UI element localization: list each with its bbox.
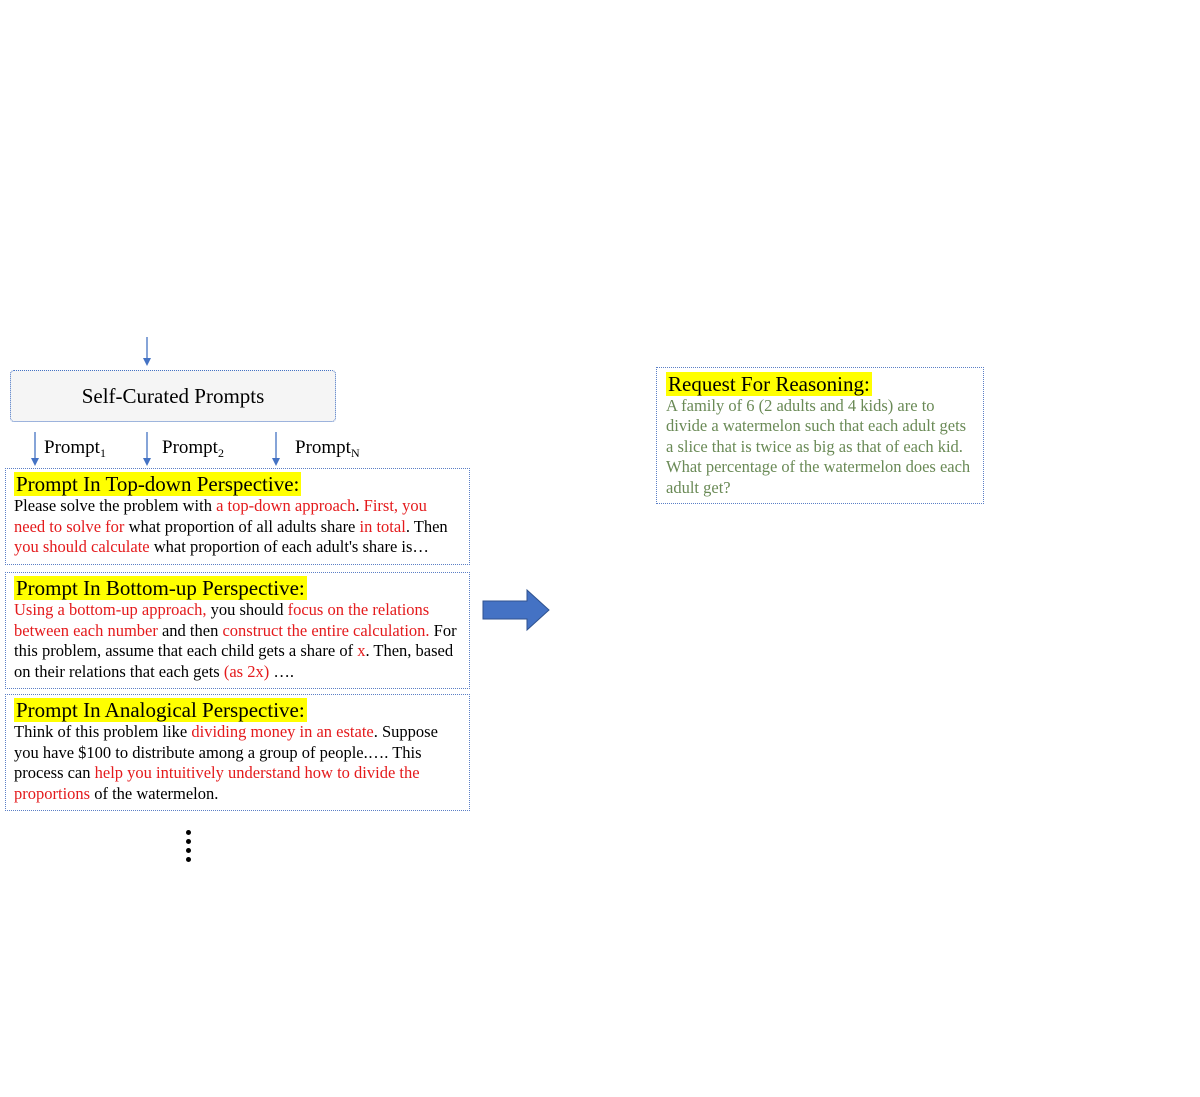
highlighted-phrase: help you intuitively understand how to divide the proportions bbox=[14, 763, 420, 803]
request-for-reasoning-box bbox=[656, 367, 984, 504]
body-text: . Suppose you have $100 to distribute among a group of people.…. This process can bbox=[14, 722, 438, 783]
self-curated-prompts-box bbox=[10, 370, 336, 422]
highlighted-phrase: dividing money in an estate bbox=[191, 722, 374, 741]
highlighted-phrase: x bbox=[357, 641, 366, 661]
body-text: …. bbox=[269, 661, 294, 681]
request-title: Request For Reasoning: bbox=[668, 372, 870, 396]
analogical-card bbox=[5, 694, 470, 811]
body-text: Please solve the problem with bbox=[14, 496, 217, 515]
highlighted-phrase: a top-down approach bbox=[216, 496, 356, 515]
more-prompts-ellipsis bbox=[186, 830, 192, 862]
highlighted-phrase: Using a bottom-up approach, bbox=[14, 600, 207, 619]
prompt-label-2: Prompt$_2$ bbox=[162, 437, 224, 460]
card-body bbox=[14, 722, 461, 804]
body-text: what proportion of each adult's share is… bbox=[149, 537, 429, 557]
prompt-label-1: Prompt$_1$ bbox=[44, 437, 106, 460]
highlighted-phrase: (as 2x) bbox=[223, 661, 270, 681]
body-text: . bbox=[355, 496, 364, 515]
highlighted-phrase: construct the entire calculation. bbox=[222, 620, 430, 640]
big-right-arrow bbox=[483, 590, 549, 630]
highlighted-phrase: First, you need to solve for bbox=[14, 496, 427, 536]
highlighted-phrase: you should calculate bbox=[14, 537, 150, 557]
prompt-label-n: Prompt$_N$ bbox=[295, 437, 360, 460]
body-text: of the watermelon. bbox=[90, 783, 219, 803]
body-text: Think of this problem like bbox=[14, 722, 192, 741]
body-text: For this problem, assume that each child gets a share of bbox=[14, 620, 457, 661]
card-title: Prompt In Top-down Perspective: bbox=[16, 472, 300, 496]
card-body bbox=[14, 496, 461, 558]
body-text: . Then bbox=[405, 516, 448, 536]
body-text: and then bbox=[157, 620, 223, 640]
top-down-card bbox=[5, 468, 470, 565]
highlighted-phrase: in total bbox=[359, 516, 406, 536]
body-text: what proportion of all adults share bbox=[124, 516, 360, 536]
request-body: A family of 6 (2 adults and 4 kids) are to divide a watermelon such that each adult gets a slice that is twice as big as that of each kid. What percentage of the watermelon does each adult get? bbox=[666, 396, 971, 497]
self-curated-prompts-label: Self-Curated Prompts bbox=[81, 383, 265, 408]
bottom-up-card bbox=[5, 572, 470, 689]
body-text: . Then, based on their relations that each gets bbox=[14, 641, 454, 681]
body-text: you should bbox=[206, 600, 288, 619]
card-title: Prompt In Analogical Perspective: bbox=[16, 698, 305, 722]
card-body bbox=[14, 600, 461, 682]
highlighted-phrase: focus on the relations between each number bbox=[14, 600, 430, 640]
card-title: Prompt In Bottom-up Perspective: bbox=[16, 576, 305, 600]
